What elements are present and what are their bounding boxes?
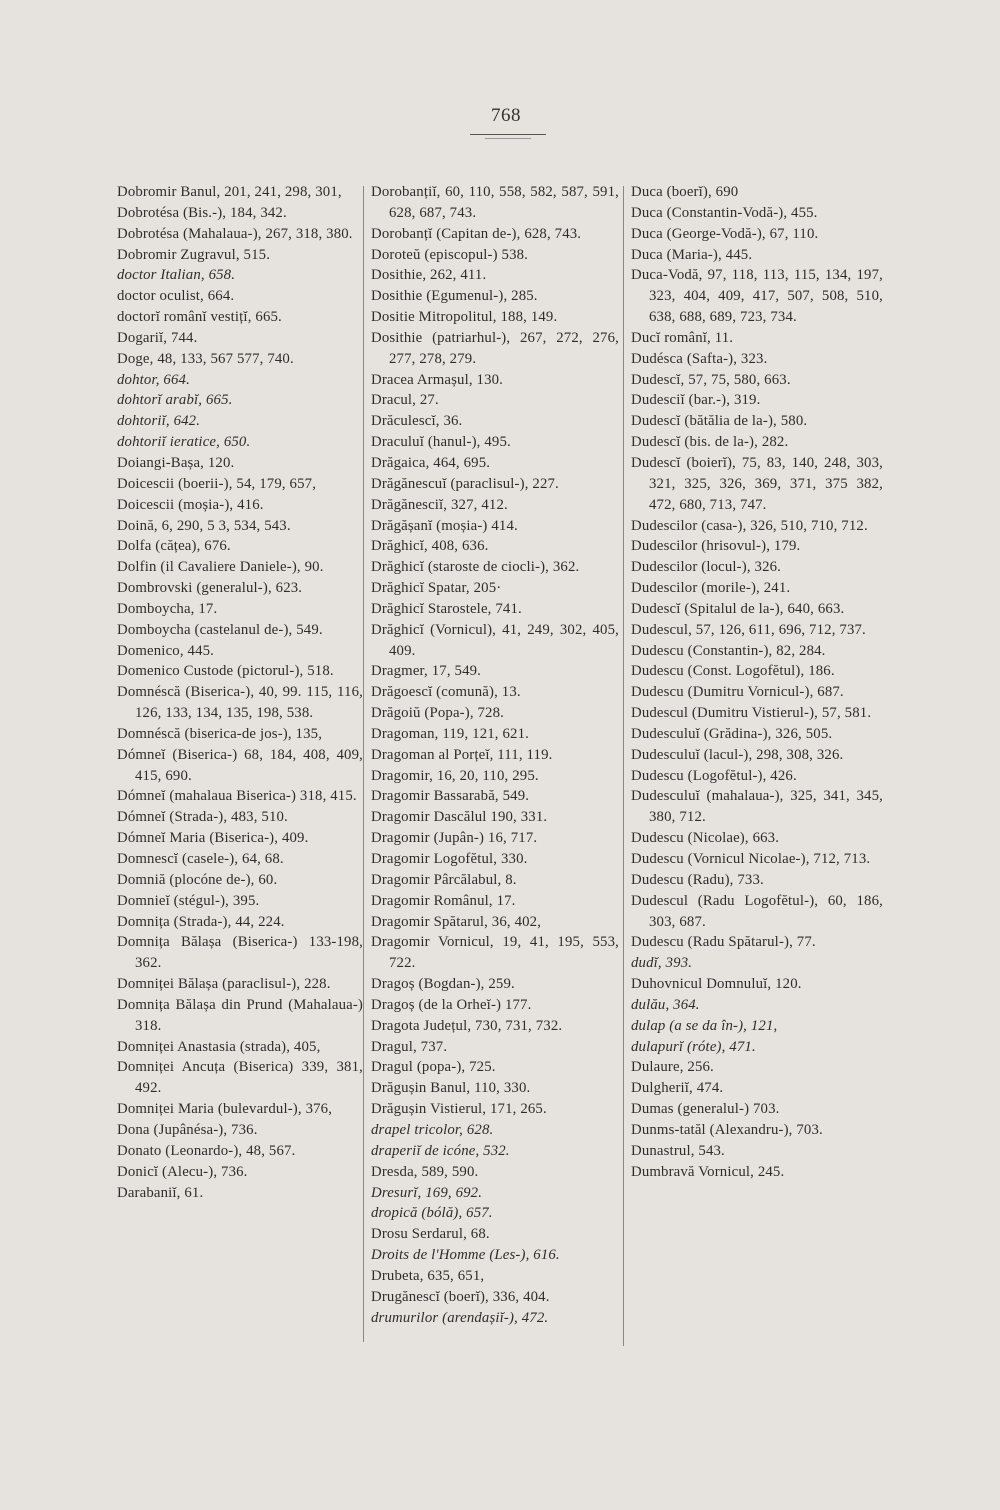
index-entry: Dudesciĭ (bar.-), 319. (631, 392, 761, 409)
index-entry: Draculuĭ (hanul-), 495. (371, 434, 511, 451)
index-entry: doctorĭ românĭ vestițĭ, 665. (117, 309, 282, 326)
index-entry: Dómneĭ (mahalaua Biserica-) 318, 415. (117, 788, 357, 805)
index-entry: Dragoman, 119, 121, 621. (371, 725, 529, 742)
index-entry: Dulgheriĭ, 474. (631, 1080, 724, 1097)
index-entry: Domniței Anastasia (strada), 405, (117, 1038, 321, 1055)
index-entry: Domniței Bălașa (paraclisul-), 228. (117, 976, 331, 993)
index-entry: Dudescilor (locul-), 326. (631, 559, 782, 576)
index-entry: Dómneĭ (Strada-), 483, 510. (117, 809, 288, 826)
index-entry: Dulaure, 256. (631, 1059, 714, 1076)
index-entry: Dracul, 27. (371, 392, 439, 409)
column-1 (117, 182, 363, 1203)
index-entry: Dosithie, 262, 411. (371, 267, 487, 284)
index-entry: Dragul (popa-), 725. (371, 1059, 496, 1076)
index-entry: Dragomir Spătarul, 36, 402, (371, 913, 542, 930)
index-entry: dulău, 364. (631, 996, 700, 1013)
index-entry: Domboycha (castelanul de-), 549. (117, 621, 323, 638)
index-entry: Dudescul (Radu Logofĕtul-), 60, 186, 303, 687. (631, 892, 883, 930)
index-entry: Dudescilor (casa-), 326, 510, 710, 712. (631, 517, 868, 534)
index-entry: Dragomir Dascălul 190, 331. (371, 809, 548, 826)
index-entry: Drăculescĭ, 36. (371, 413, 463, 430)
index-entry: Doină, 6, 290, 5 3, 534, 543. (117, 517, 291, 534)
index-entry: Dragomir Românul, 17. (371, 892, 516, 909)
index-entry: Doroteŭ (episcopul-) 538. (371, 246, 529, 263)
index-entry: dulap (a se da în-), 121, (631, 1017, 778, 1034)
index-entry: dulapurĭ (róte), 471. (631, 1038, 756, 1055)
index-entry: Dudescu (Radu), 733. (631, 871, 764, 888)
index-entry: Dómneĭ Maria (Biserica-), 409. (117, 830, 309, 847)
index-entry: Doge, 48, 133, 567 577, 740. (117, 350, 294, 367)
index-entry: Drăgoescĭ (comună), 13. (371, 684, 521, 701)
index-entry: Dolfin (il Cavaliere Daniele-), 90. (117, 559, 324, 576)
index-entry: Dudescu (Logofĕtul-), 426. (631, 767, 797, 784)
index-entry: Donato (Leonardo-), 48, 567. (117, 1142, 296, 1159)
index-entry: Dragul, 737. (371, 1038, 448, 1055)
index-entry: dudĭ, 393. (631, 955, 693, 972)
index-entry: Donicĭ (Alecu-), 736. (117, 1163, 248, 1180)
index-entry: Dudescĭ (bătălia de la-), 580. (631, 413, 808, 430)
index-entry: Dudescilor (hrisovul-), 179. (631, 538, 801, 555)
index-entry: Dresda, 589, 590. (371, 1163, 479, 1180)
index-entry: Doicescii (boerii-), 54, 179, 657, (117, 475, 317, 492)
index-entry: Dudescĭ, 57, 75, 580, 663. (631, 371, 791, 388)
index-entry: Dudescul, 57, 126, 611, 696, 712, 737. (631, 621, 866, 638)
page-number-underline-short (485, 138, 531, 139)
index-entry: Dudésca (Safta-), 323. (631, 350, 768, 367)
index-entry: Domenico, 445. (117, 642, 215, 659)
index-entry: Domniței Maria (bulevardul-), 376, (117, 1101, 333, 1118)
index-entry: Domnescĭ (casele-), 64, 68. (117, 851, 284, 867)
index-entry: draperiĭ de icóne, 532. (371, 1142, 510, 1159)
index-entry: doctor Italian, 658. (117, 267, 236, 284)
index-entry: Drugănescĭ (boerĭ), 336, 404. (371, 1288, 550, 1305)
index-entry: Drăghicĭ Spatar, 205· (371, 580, 502, 597)
index-entry: Dosithie (patriarhul-), 267, 272, 276, 277, 278, 279. (371, 329, 619, 367)
index-entry: Dudesculuĭ (Grădina-), 326, 505. (631, 725, 833, 742)
index-entry: Dudescĭ (Spitalul de la-), 640, 663. (631, 600, 845, 617)
index-entry: Duca (George-Vodă-), 67, 110. (631, 225, 819, 242)
index-entry: Dudescu (Vornicul Nicolae-), 712, 713. (631, 851, 871, 867)
column-2 (371, 182, 619, 1328)
index-entry: Domnița Bălașa (Biserica-) 133-198, 362. (117, 934, 363, 972)
index-entry: Dómneĭ (Biserica-) 68, 184, 408, 409, 415, 690. (117, 746, 363, 784)
index-entry: Dragoș (de la Orheĭ-) 177. (371, 996, 532, 1013)
index-entry: Domenico Custode (pictorul-), 518. (117, 663, 334, 680)
index-entry: Dumas (generalul-) 703. (631, 1101, 780, 1118)
index-entry: dohtoriĭ, 642. (117, 413, 201, 430)
index-entry: Dragota Județul, 730, 731, 732. (371, 1017, 563, 1034)
index-entry: Domnéscă (biserica-de jos-), 135, (117, 725, 323, 742)
index-entry: Drosu Serdarul, 68. (371, 1226, 490, 1243)
index-entry: Domniței Ancuța (Biserica) 339, 381, 492. (117, 1059, 363, 1097)
index-entry: Dragoman al Porțeĭ, 111, 119. (371, 746, 553, 763)
index-entry: Domnieĭ (stégul-), 395. (117, 892, 260, 909)
index-entry: Dositie Mitropolitul, 188, 149. (371, 309, 558, 326)
index-entry: Dumbravă Vornicul, 245. (631, 1163, 785, 1180)
index-entry: Dragomir Pârcălabul, 8. (371, 871, 517, 888)
index-entry: dohtor, 664. (117, 371, 190, 388)
index-entry: drapel tricolor, 628. (371, 1121, 494, 1138)
index-entry: Duca (Maria-), 445. (631, 246, 753, 263)
index-entry: Duca-Vodă, 97, 118, 113, 115, 134, 197, 323, 404, 409, 417, 507, 508, 510, 638, 688, 689, 723, 734. (631, 267, 883, 326)
index-entry: dohtorĭ arabĭ, 665. (117, 392, 233, 409)
index-entry: Dobromir Zugravul, 515. (117, 246, 271, 263)
index-entry: Dudescu (Radu Spătarul-), 77. (631, 934, 816, 951)
index-entry: doctor oculist, 664. (117, 288, 235, 305)
index-entry: Domnița (Strada-), 44, 224. (117, 913, 285, 930)
index-entry: Duca (Constantin-Vodă-), 455. (631, 204, 818, 221)
index-entry: Dragmer, 17, 549. (371, 663, 482, 680)
index-entry: Dragoș (Bogdan-), 259. (371, 976, 515, 993)
index-entry: Doiangi-Bașa, 120. (117, 454, 235, 471)
index-entry: dropică (bólă), 657. (371, 1205, 493, 1222)
index-entry: Dobrotésa (Bis.-), 184, 342. (117, 204, 287, 221)
index-entry: Dolfa (cățea), 676. (117, 538, 231, 555)
column-divider-1 (363, 186, 364, 1342)
index-entry: Dresurĭ, 169, 692. (371, 1184, 483, 1201)
index-entry: Dragomir Logofĕtul, 330. (371, 851, 528, 867)
index-entry: Dobrotésa (Mahalaua-), 267, 318, 380. (117, 225, 353, 242)
index-entry: Dogariĭ, 744. (117, 329, 198, 346)
index-entry: Dragomir Vornicul, 19, 41, 195, 553, 722. (371, 934, 619, 972)
index-entry: Drăghicĭ (Vornicul), 41, 249, 302, 405, 409. (371, 621, 619, 659)
index-entry: Dudescĭ (bis. de la-), 282. (631, 434, 789, 451)
index-entry: Domboycha, 17. (117, 600, 218, 617)
index-entry: Drăgoiŭ (Popa-), 728. (371, 705, 505, 722)
index-entry: Dona (Jupânésa-), 736. (117, 1121, 258, 1138)
column-divider-2 (623, 186, 624, 1346)
index-entry: Drăghicĭ, 408, 636. (371, 538, 489, 555)
index-entry: Dudescu (Nicolae), 663. (631, 830, 780, 847)
page-number: 768 (491, 105, 521, 126)
index-entry: Doicescii (moșia-), 416. (117, 496, 264, 513)
index-entry: Drăgușin Vistierul, 171, 265. (371, 1101, 547, 1118)
index-entry: Drăgășanĭ (moșia-) 414. (371, 517, 518, 534)
index-entry: Dragomir Bassarabă, 549. (371, 788, 530, 805)
index-entry: Dudescilor (morile-), 241. (631, 580, 791, 597)
index-entry: Drăgănescuĭ (paraclisul-), 227. (371, 475, 559, 492)
index-entry: Dudescu (Constantin-), 82, 284. (631, 642, 826, 659)
index-entry: Duhovnicul Domnuluĭ, 120. (631, 976, 802, 993)
index-entry: Darabaniĭ, 61. (117, 1184, 204, 1201)
index-entry: Drăgaica, 464, 695. (371, 454, 491, 471)
index-entry: Dosithie (Egumenul-), 285. (371, 288, 538, 305)
index-entry: dohtoriĭ ieratice, 650. (117, 434, 251, 451)
index-entry: Dobromir Banul, 201, 241, 298, 301, (117, 184, 342, 200)
index-entry: Drăghicĭ (staroste de ciocli-), 362. (371, 559, 580, 576)
index-entry: Drăgănesciĭ, 327, 412. (371, 496, 508, 513)
index-entry: Drubeta, 635, 651, (371, 1267, 485, 1284)
index-entry: Dragomir (Jupân-) 16, 717. (371, 830, 538, 847)
index-entry: Dracea Armașul, 130. (371, 371, 504, 388)
index-entry: Drăgușin Banul, 110, 330. (371, 1080, 531, 1097)
index-entry: Duca (boerĭ), 690 (631, 184, 739, 200)
index-entry: Domnéscă (Biserica-), 40, 99. 115, 116, 126, 133, 134, 135, 198, 538. (117, 684, 363, 722)
index-entry: Domniă (plocóne de-), 60. (117, 871, 278, 888)
index-entry: drumurilor (arendașiĭ-), 472. (371, 1309, 549, 1326)
index-entry: Ducĭ românĭ, 11. (631, 329, 734, 346)
index-entry: Dombrovski (generalul-), 623. (117, 580, 303, 597)
index-entry: Dudescu (Dumitru Vornicul-), 687. (631, 684, 844, 701)
index-entry: Drăghicĭ Starostele, 741. (371, 600, 522, 617)
index-entry: Droits de l'Homme (Les-), 616. (371, 1247, 560, 1264)
column-3 (631, 182, 883, 1183)
index-entry: Dudescĭ (boierĭ), 75, 83, 140, 248, 303, 321, 325, 326, 369, 371, 375 382, 472, 680, 713, 747. (631, 454, 883, 513)
index-entry: Domnița Bălașa din Prund (Mahalaua-) 318. (117, 996, 363, 1034)
index-entry: Dudescul (Dumitru Vistierul-), 57, 581. (631, 705, 872, 722)
index-entry: Dudesculuĭ (mahalaua-), 325, 341, 345, 380, 712. (631, 788, 883, 826)
index-entry: Dorobanțiĭ, 60, 110, 558, 582, 587, 591, 628, 687, 743. (371, 184, 619, 221)
index-entry: Dudesculuĭ (lacul-), 298, 308, 326. (631, 746, 844, 763)
index-entry: Dunms-tatăl (Alexandru-), 703. (631, 1121, 823, 1138)
page-number-underline (470, 134, 546, 135)
index-entry: Dorobanțĭ (Capitan de-), 628, 743. (371, 225, 582, 242)
index-entry: Dudescu (Const. Logofĕtul), 186. (631, 663, 835, 680)
index-entry: Dragomir, 16, 20, 110, 295. (371, 767, 539, 784)
index-entry: Dunastrul, 543. (631, 1142, 725, 1159)
